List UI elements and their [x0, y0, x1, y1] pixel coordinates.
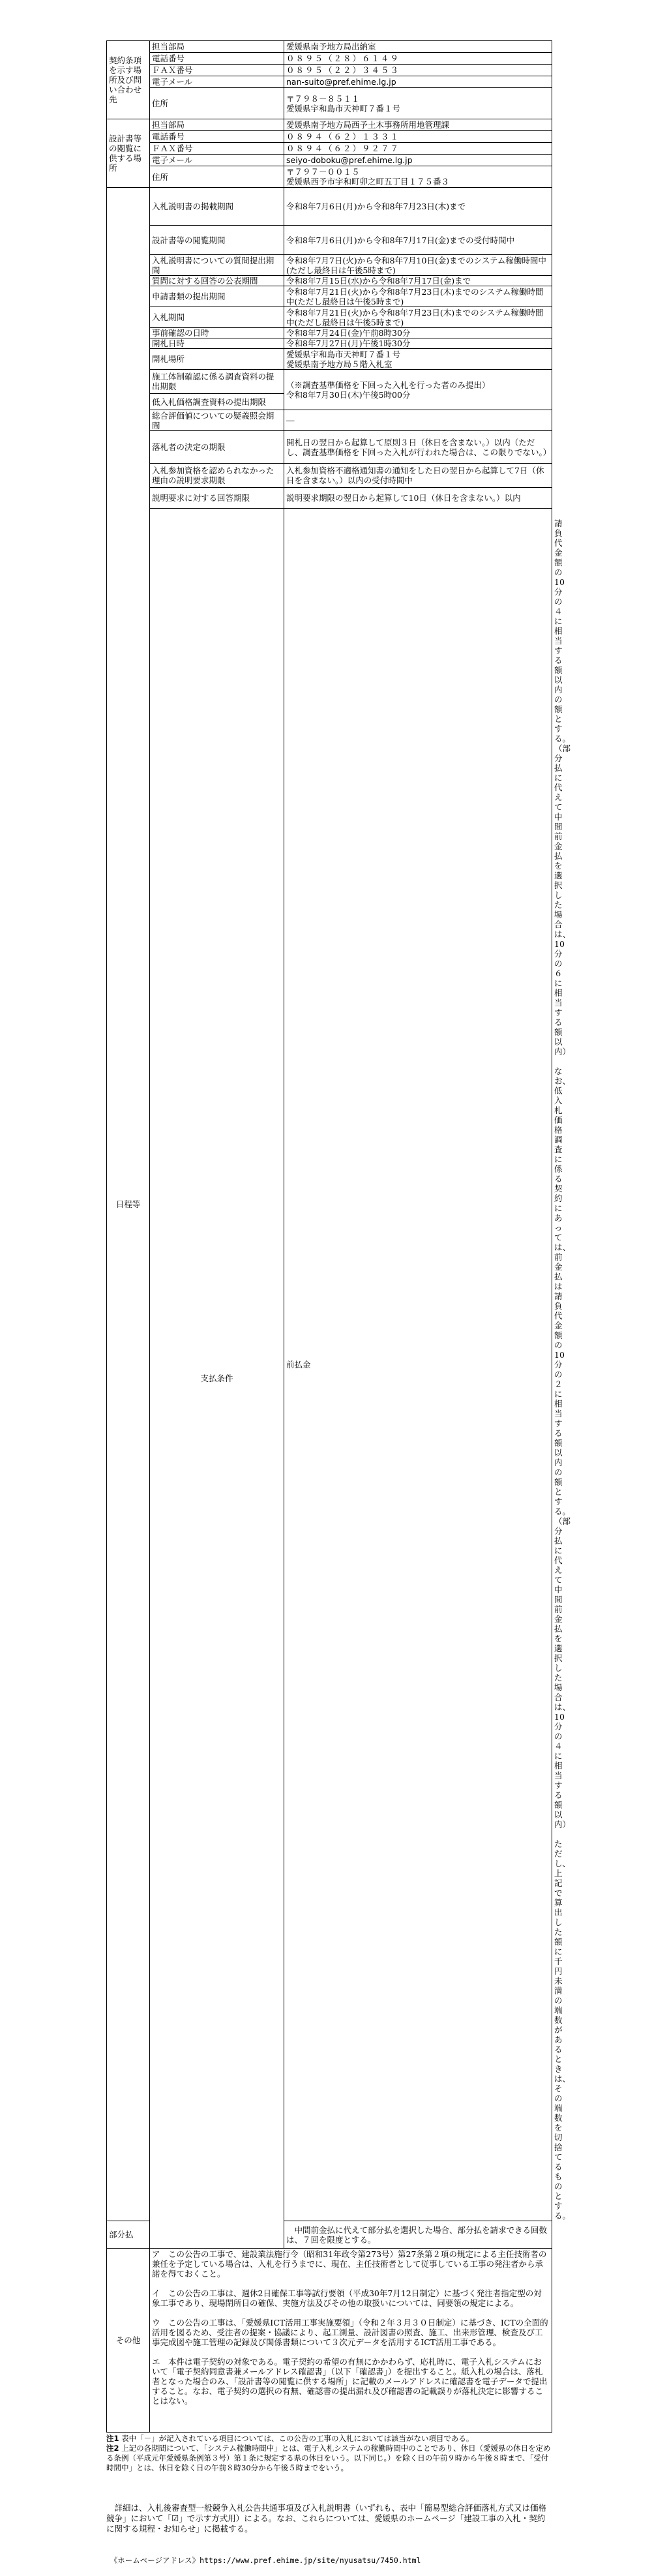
schedule-label: 開札場所 [150, 349, 284, 370]
schedule-value: 令和8年7月21日(火)から令和8年7月23日(木)までのシステム稼働時間中(ただし最終日は午後5時まで) [284, 307, 552, 328]
contract-email[interactable]: nan-suito@pref.ehime.lg.jp [284, 76, 552, 88]
other-items [150, 2249, 552, 2433]
schedule-value: （※調査基準価格を下回った入札を行った者のみ提出） 令和8年7月30日(木)午後5時00分 [284, 370, 552, 410]
design-value: ０８９４（６２）１３３１ [284, 131, 552, 143]
payment-advance-label: 前払金 [284, 509, 552, 2221]
schedule-value: 令和8年7月27日(月)午後1時30分 [284, 338, 552, 349]
design-address: 〒７９７－００１５ 愛媛県西予市宇和町卯之町五丁目１７５番３ [284, 166, 552, 188]
schedule-label: 入札説明書についての質問提出期間 [150, 255, 284, 276]
design-label: 電子メール [150, 155, 284, 166]
schedule-value: 令和8年7月7日(火)から令和8年7月10日(金)までのシステム稼働時間中(ただし最終日は午後5時まで) [284, 255, 552, 276]
contract-label: 電子メール [150, 76, 284, 88]
note-text: 表中「－」が記入されている項目については、この公告の工事の入札においては該当がない項目である。 [121, 2434, 474, 2443]
schedule-label: 事前確認の日時 [150, 328, 284, 338]
other-item: ア この公告の工事で、建設業法施行令（昭和31年政令第273号）第27条第２項の規定による主任技術者の兼任を予定している場合は、入札を行うまでに、現在、主任技術者として従事している工事の発注者から承諾を得ておくこと。 [152, 2249, 547, 2279]
contract-label: 担当部局 [150, 41, 284, 53]
other-item: ウ この公告の工事は、「愛媛県ICT活用工事実施要領」（令和２年３月３０日制定）に基づき、ICTの全面的活用を図るため、受注者の提案・協議により、起工測量、設計図書の照査、施工、出来形管理、検査及び工事完成図や施工管理の記録及び関係書類について３次元データを活用するICT活用工事である。 [152, 2318, 548, 2347]
schedule-value: 令和8年7月24日(金)午前8時30分 [284, 328, 552, 338]
schedule-value: 説明要求期限の翌日から起算して10日（休日を含まない。）以内 [284, 488, 552, 509]
schedule-label: 落札者の決定の期限 [150, 431, 284, 464]
footer-text: 詳細は、入札後審査型一般競争入札公告共通事項及び入札説明書（いずれも、表中「簡易型総合評価落札方式又は価格競争」において「☑」で示す方式用）による。なお、これらについては、愛媛県のホームページ「建設工事の入札・契約に関する規程・お知らせ」に掲載する。 [106, 2503, 547, 2534]
other-category: その他 [107, 2249, 150, 2433]
payment-category: 支払条件 [150, 509, 284, 2249]
document [106, 40, 571, 2576]
schedule-label: 施工体制確認に係る調査資料の提出期限 [150, 370, 284, 394]
schedule-label: 入札参加資格を認められなかった理由の説明要求期限 [150, 464, 284, 488]
schedule-label: 総合評価値についての疑義照会期間 [150, 410, 284, 431]
schedule-label: 設計書等の閲覧期間 [150, 226, 284, 255]
contract-value: ０８９５（２２）３４５３ [284, 65, 552, 76]
design-label: 住所 [150, 166, 284, 188]
payment-partial-text: 中間前金払に代えて部分払を選択した場合、部分払を請求できる回数は、７回を限度とする。 [284, 2221, 552, 2249]
schedule-value: 令和8年7月6日(月)から令和8年7月23日(木)まで [284, 188, 552, 226]
schedule-label: 入札説明書の掲載期間 [150, 188, 284, 226]
design-category: 設計書等の閲覧に供する場所 [107, 119, 150, 188]
contract-label: ＦＡＸ番号 [150, 65, 284, 76]
schedule-label: 開札日時 [150, 338, 284, 349]
notes [106, 2434, 552, 2473]
design-label: 担当部局 [150, 119, 284, 131]
design-label: ＦＡＸ番号 [150, 143, 284, 155]
note-tag: 注2 [106, 2444, 119, 2453]
schedule-value: 令和8年7月15日(水)から令和8年7月17日(金)まで [284, 276, 552, 286]
note [106, 2434, 552, 2444]
schedule-label: 入札期間 [150, 307, 284, 328]
contract-label: 住所 [150, 88, 284, 119]
notice-table: 契約条項を示す場所及び問い合わせ先 担当部局 愛媛県南予地方局出納室 電話番号 ０８９５（２８）６１４９ ＦＡＸ番号 ０８９５（２２）３４５３ 電子メール nan-suito@pref.ehime.lg.jp 住所 〒７９８－８５１１ 愛媛県宇和島市天神町７番１号 設計書等の閲覧に供する場所 担当部局 愛媛県南予地方局西予土木事務所用地管理課 電話番号 ０８９４（６２）１３３１ ＦＡＸ番号 ０８９４（６２）９２７７ 電子メール seiyo-doboku@pref.ehime.lg.jp 住所 〒７９７－００１５ 愛媛県西予市宇和町卯之町五丁目１７５番３ 日程等 入札説明書の掲載期間 令和8年7月6日(月)から令和8年7月23日(木)まで 設計書等の閲覧期間 令和8年7月6日(月)から令和8年7月17日(金)までの受付時間中 入札説明書についての質問提出期間 令和8年7月7日(火)から令和8年7月10日(金)までのシステム稼働時間中(ただし最終日は午後5時まで) 質問に対する回答の公表期間 令和8年7月15日(水)から令和8年7月17日(金)まで 申請書類の提出期間 令和8年7月21日(火)から令和8年7月23日(木)までのシステム稼働時間中(ただし最終日は午後5時まで) 入札期間 令和8年7月21日(火)から令和8年7月23日(木)までのシステム稼働時間中(ただし最終日は午後5時まで) 事前確認の日時 令和8年7月24日(金)午前8時30分 開札日時 令和8年7月27日(月)午後1時30分 開札場所 愛媛県宇和島市天神町７番１号 愛媛県南予地方局５階入札室 施工体制確認に係る調査資料の提出期限 （※調査基準価格を下回った入札を行った者のみ提出） 令和8年7月30日(木)午後5時00分 低入札価格調査資料の提出期限 総合評価値についての疑義照会期間 ― 落札者の決定の期限 開札日の翌日から起算して原則３日（休日を含まない。）以内（ただし、調査基準価格を下回った入札が行われた場合は、この限りでない。） 入札参加資格を認められなかった理由の説明要求期限 入札参加資格不適格通知書の通知をした日の翌日から起算して7日（休日を含まない。）以内の受付時間中 説明要求に対する回答期限 説明要求期限の翌日から起算して10日（休日を含まない。）以内 支払条件 前払金 請負代金額の10分の４に相当する額以内の額とする。（部分払に代えて中間前金払を選択した場合は、10分の６に相当する額以内） なお、低入札価格調査に係る契約にあっては、前金払は請負代金額の10分の２に相当する額以内の額とする。（部分払に代えて中間前金払を選択した場合は、10分の４に相当する額以内） ただし、上記で算出した額に千円未満の端数があるときは、その端数を切捨てるものとする。 部分払 中間前金払に代えて部分払を選択した場合、部分払を請求できる回数は、７回を限度とする。 その他 ア この公告の工事で、建設業法施行令（昭和31年政令第273号）第27条第２項の規定による主任技術者の兼任を予定している場合は、入札を行うまでに、現在、主任技術者として従事している工事の発注者から承諾を得ておくこと。 イ この公告の工事は、週休2日確保工事等試行要領（平成30年7月12日制定）に基づく発注者指定型の対象工事であり、現場閉所日の確保、実施方法及びその他の取扱いについては、同要領の規定による。 ウ この公告の工事は、「愛媛県ICT活用工事実施要領」（令和２年３月３０日制定）に基づき、ICTの全面的活用を図るため、受注者の提案・協議により、起工測量、設計図書の照査、施工、出来形管理、検査及び工事完成図や施工管理の記録及び関係書類について３次元データを活用するICT活用工事である。 エ 本件は電子契約の対象である。電子契約の希望の有無にかかわらず、応札時に、電子入札システムにおいて「電子契約同意書兼メールアドレス確認書」（以下「確認書」）を提出すること。紙入札の場合は、落札者となった場合のみ、「設計書等の閲覧に供する場所」に記載のメールアドレスに確認書を電子データで提出すること。なお、電子契約の選択の有無、確認書の提出漏れ及び確認書の記載誤りが落札決定に影響することはない。 [106, 40, 552, 2433]
contract-label: 電話番号 [150, 53, 284, 65]
schedule-value: 令和8年7月6日(月)から令和8年7月17日(金)までの受付時間中 [284, 226, 552, 255]
note-tag: 注1 [106, 2434, 119, 2443]
schedule-value: 入札参加資格不適格通知書の通知をした日の翌日から起算して7日（休日を含まない。）以内の受付時間中 [284, 464, 552, 488]
contract-category: 契約条項を示す場所及び問い合わせ先 [107, 41, 150, 119]
payment-partial-label: 部分払 [107, 2221, 150, 2249]
contract-value: ０８９５（２８）６１４９ [284, 53, 552, 65]
schedule-label: 申請書類の提出期間 [150, 286, 284, 307]
contract-value: 愛媛県南予地方局出納室 [284, 41, 552, 53]
design-email[interactable]: seiyo-doboku@pref.ehime.lg.jp [284, 155, 552, 166]
schedule-label: 低入札価格調査資料の提出期限 [150, 394, 284, 410]
note-text: 上記の各期間について、「システム稼働時間中」とは、電子入札システムの稼働時間中のことであり、休日（愛媛県の休日を定める条例（平成元年愛媛県条例第３号）第１条に規定する県の休日をいう。以下同じ。）を除く日の午前９時から午後８時まで、「受付時間中」とは、休日を除く日の午前８時30分から午後５時までをいう。 [106, 2444, 551, 2472]
homepage-link[interactable]: 《ホームページアドレス》https://www.pref.ehime.jp/site/nyusatsu/7450.html [106, 2556, 421, 2565]
contract-address: 〒７９８－８５１１ 愛媛県宇和島市天神町７番１号 [284, 88, 552, 119]
schedule-value: 愛媛県宇和島市天神町７番１号 愛媛県南予地方局５階入札室 [284, 349, 552, 370]
other-item: イ この公告の工事は、週休2日確保工事等試行要領（平成30年7月12日制定）に基づく発注者指定型の対象工事であり、現場閉所日の確保、実施方法及びその他の取扱いについては、同要領の規定による。 [152, 2288, 542, 2308]
design-value: ０８９４（６２）９２７７ [284, 143, 552, 155]
schedule-label: 質問に対する回答の公表期間 [150, 276, 284, 286]
schedule-category: 日程等 [107, 188, 150, 2221]
schedule-label: 説明要求に対する回答期限 [150, 488, 284, 509]
schedule-value: ― [284, 410, 552, 431]
design-label: 電話番号 [150, 131, 284, 143]
note [106, 2444, 552, 2473]
schedule-value: 令和8年7月21日(火)から令和8年7月23日(木)までのシステム稼働時間中(ただし最終日は午後5時まで) [284, 286, 552, 307]
footer [106, 2482, 552, 2576]
other-item: エ 本件は電子契約の対象である。電子契約の希望の有無にかかわらず、応札時に、電子入札システムにおいて「電子契約同意書兼メールアドレス確認書」（以下「確認書」）を提出すること。紙入札の場合は、落札者となった場合のみ、「設計書等の閲覧に供する場所」に記載のメールアドレスに確認書を電子データで提出すること。なお、電子契約の選択の有無、確認書の提出漏れ及び確認書の記載誤りが落札決定に影響することはない。 [152, 2357, 548, 2406]
schedule-value: 開札日の翌日から起算して原則３日（休日を含まない。）以内（ただし、調査基準価格を下回った入札が行われた場合は、この限りでない。） [284, 431, 552, 464]
design-value: 愛媛県南予地方局西予土木事務所用地管理課 [284, 119, 552, 131]
